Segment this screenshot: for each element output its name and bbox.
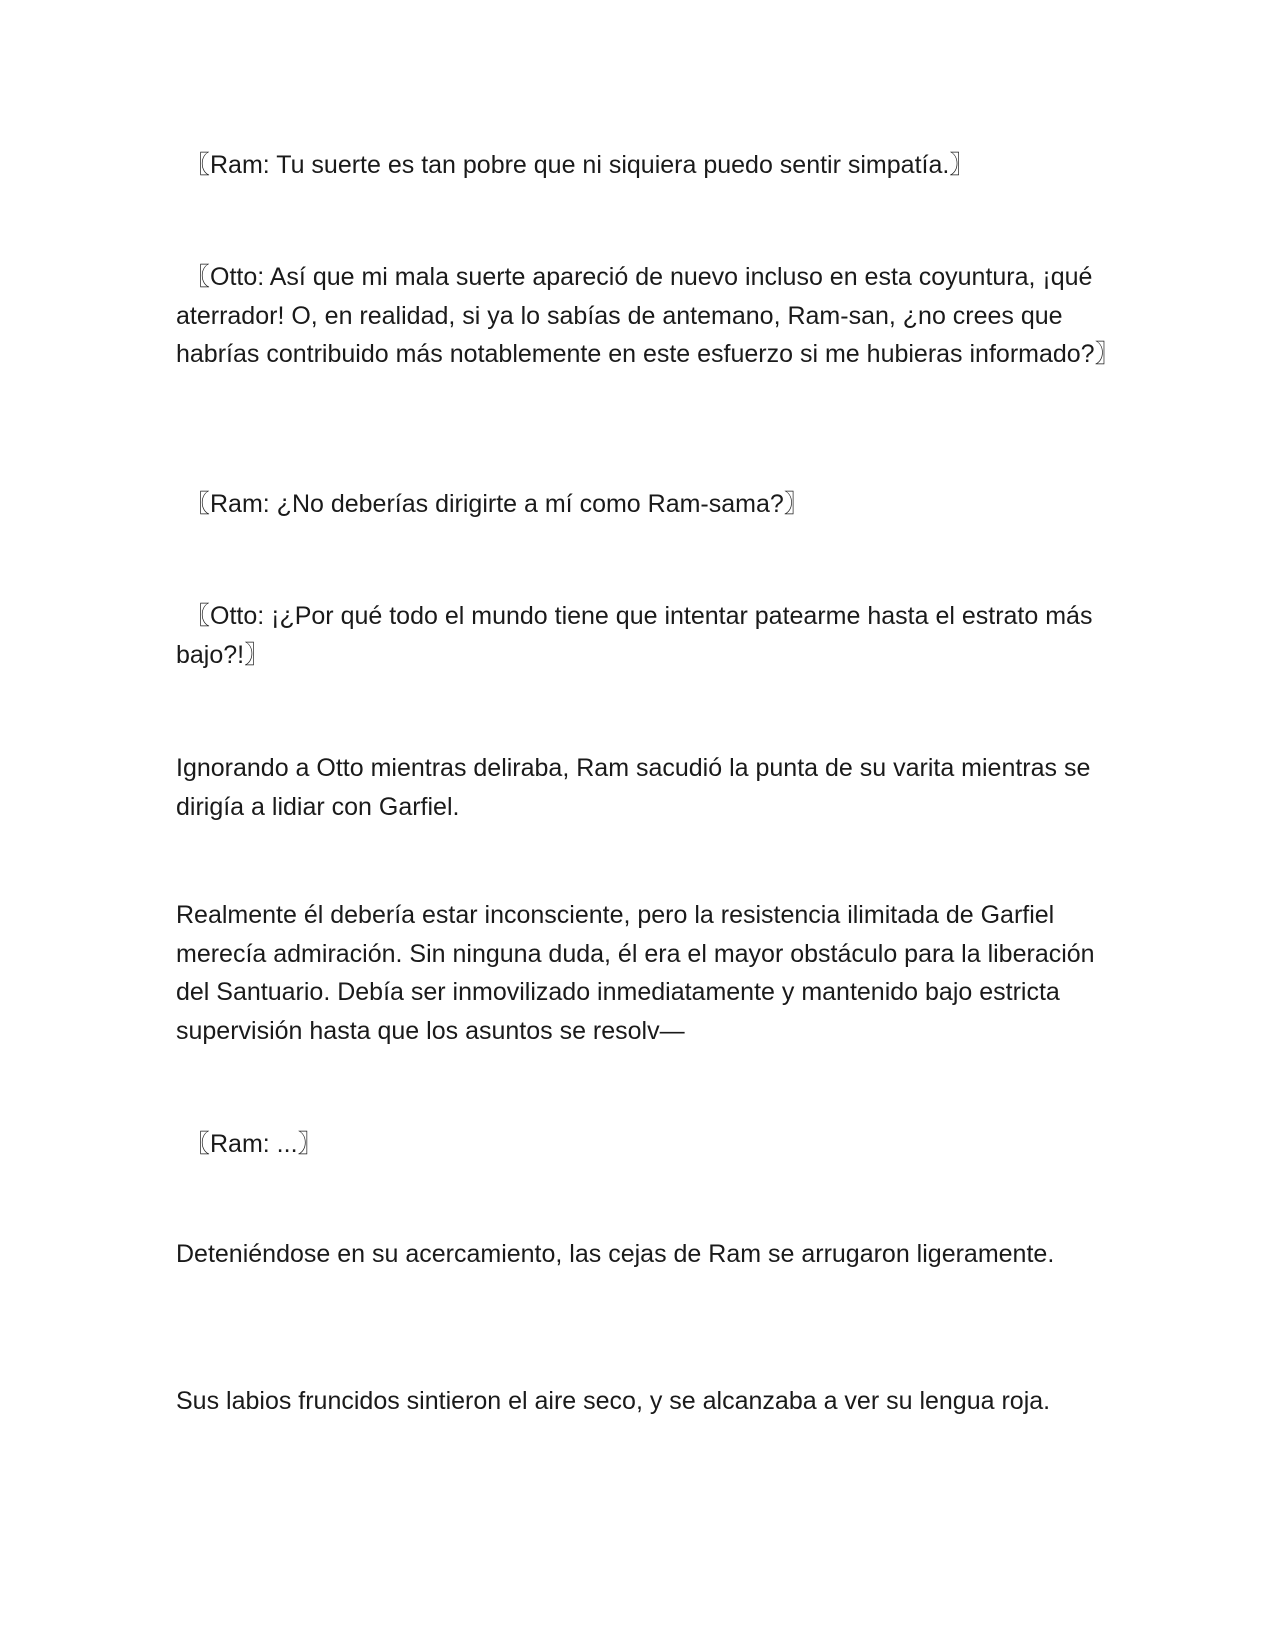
narration-paragraph-4: Sus labios fruncidos sintieron el aire seco, y se alcanzaba a ver su lengua roja. [176, 1387, 1051, 1415]
narration-paragraph-1: Ignorando a Otto mientras deliraba, Ram sacudió la punta de su varita mientras se dirigía a lidiar con Garfiel. [176, 754, 1091, 821]
dialogue-ram-2: 〖Ram: ¿No deberías dirigirte a mí como Ram-sama?〗 [185, 490, 809, 518]
dialogue-ram-3: 〖Ram: ...〗 [185, 1130, 323, 1158]
dialogue-ram-1: 〖Ram: Tu suerte es tan pobre que ni siquiera puedo sentir simpatía.〗 [185, 151, 975, 179]
narration-paragraph-3: Deteniéndose en su acercamiento, las cejas de Ram se arrugaron ligeramente. [176, 1240, 1055, 1268]
narration-paragraph-2: Realmente él debería estar inconsciente, pero la resistencia ilimitada de Garfiel merecía admiración. Sin ninguna duda, él era el mayor obstáculo para la liberación del Santuario. Debía ser inmovilizado inmediatamente y mantenido bajo estricta supervisión hasta que los asuntos se resolv— [176, 901, 1095, 1045]
dialogue-otto-1: 〖Otto: Así que mi mala suerte apareció de nuevo incluso en esta coyuntura, ¡qué aterrador! O, en realidad, si ya lo sabías de antemano, Ram-san, ¿no crees que habrías contribuido más notablemente en este esfuerzo si me hubieras informado?〗 [176, 263, 1120, 368]
dialogue-otto-2: 〖Otto: ¡¿Por qué todo el mundo tiene que intentar patearme hasta el estrato más bajo?!〗 [176, 602, 1093, 669]
